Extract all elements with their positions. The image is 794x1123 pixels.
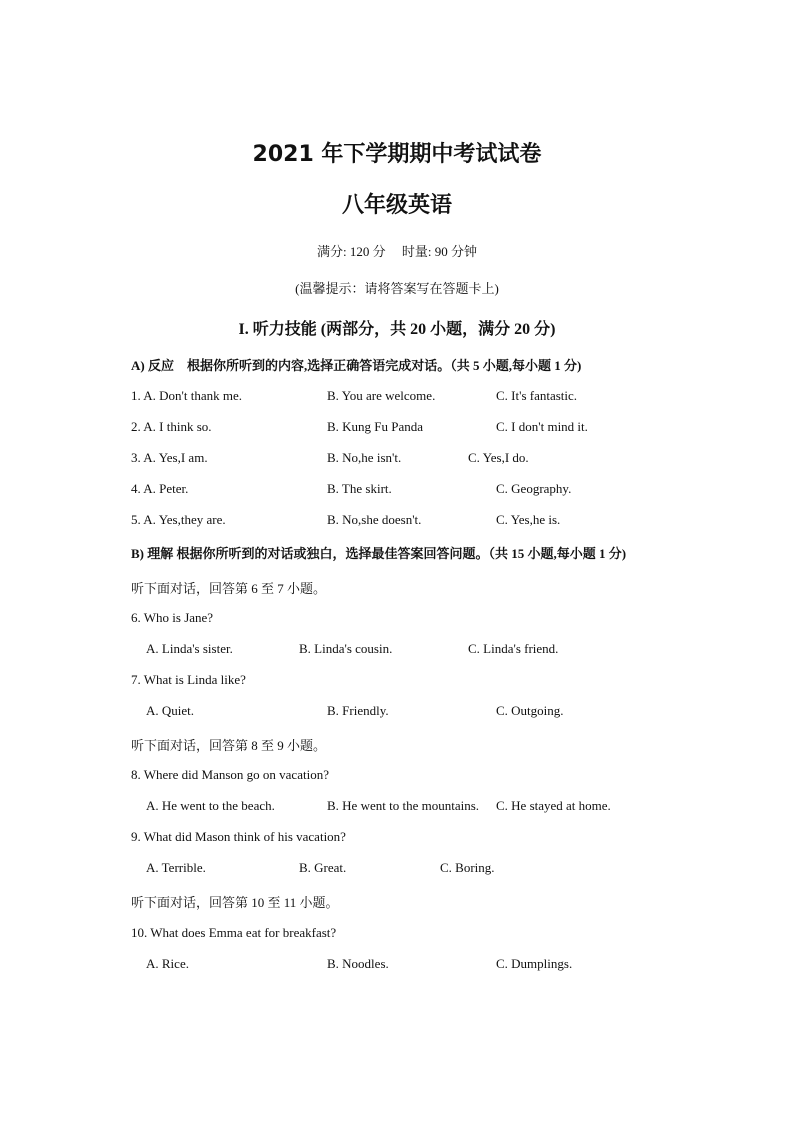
question-6-options <box>0 641 794 659</box>
option-b: B. Great. <box>299 860 347 875</box>
option-a: A. Rice. <box>146 956 189 971</box>
option-b: B. No,she doesn't. <box>327 512 422 527</box>
option-a: A. Quiet. <box>146 703 195 718</box>
option-b: B. The skirt. <box>327 481 392 496</box>
part-a-title: A) 反应 根据你所听到的内容,选择正确答语完成对话。（共 5 小题,每小题 1 分) <box>131 358 582 373</box>
question-7: 7. What is Linda like? <box>131 672 246 687</box>
option-b: B. No,he isn't. <box>327 450 402 465</box>
question-4-options <box>0 481 794 499</box>
question-2-options <box>0 419 794 437</box>
exam-title: 2021 年下学期期中考试试卷 <box>252 142 542 167</box>
question-5-options <box>0 512 794 530</box>
option-b: B. Noodles. <box>327 956 389 971</box>
option-c: C. It's fantastic. <box>496 388 578 403</box>
part-b-title: B) 理解 根据你所听到的对话或独白，选择最佳答案回答问题。（共 15 小题,每小题 1 分) <box>131 546 627 561</box>
option-c: C. Linda's friend. <box>468 641 559 656</box>
listening-instruction: 听下面对话，回答第 8 至 9 小题。 <box>131 738 327 753</box>
option-a: 2. A. I think so. <box>131 419 212 434</box>
question-7-options <box>0 703 794 721</box>
question-10: 10. What does Emma eat for breakfast? <box>131 925 337 940</box>
option-a: 5. A. Yes,they are. <box>131 512 226 527</box>
option-a: A. He went to the beach. <box>146 798 275 813</box>
option-c: C. Yes,he is. <box>496 512 561 527</box>
option-c: C. He stayed at home. <box>496 798 611 813</box>
exam-tip: (温馨提示：请将答案写在答题卡上) <box>295 281 499 296</box>
option-b: B. You are welcome. <box>327 388 436 403</box>
option-c: C. Geography. <box>496 481 572 496</box>
question-10-options <box>0 956 794 974</box>
question-6: 6. Who is Jane? <box>131 610 214 625</box>
question-1-options <box>0 388 794 406</box>
section-title: I. 听力技能 (两部分，共 20 小题，满分 20 分) <box>238 321 556 338</box>
option-c: C. Yes,I do. <box>468 450 529 465</box>
option-c: C. Outgoing. <box>496 703 564 718</box>
listening-instruction: 听下面对话，回答第 6 至 7 小题。 <box>131 581 327 596</box>
option-a: A. Linda's sister. <box>146 641 233 656</box>
option-a: A. Terrible. <box>146 860 206 875</box>
option-a: 4. A. Peter. <box>131 481 189 496</box>
question-3-options <box>0 450 794 468</box>
option-b: B. Kung Fu Panda <box>327 419 424 434</box>
option-c: C. I don't mind it. <box>496 419 588 434</box>
option-a: 1. A. Don't thank me. <box>131 388 243 403</box>
question-8: 8. Where did Manson go on vacation? <box>131 767 329 782</box>
option-a: 3. A. Yes,I am. <box>131 450 208 465</box>
option-c: C. Dumplings. <box>496 956 573 971</box>
exam-meta: 满分: 120 分 时量: 90 分钟 <box>317 244 477 259</box>
question-8-options <box>0 798 794 816</box>
question-9: 9. What did Mason think of his vacation? <box>131 829 346 844</box>
option-c: C. Boring. <box>440 860 495 875</box>
question-9-options <box>0 860 794 878</box>
option-b: B. He went to the mountains. <box>327 798 480 813</box>
exam-subtitle: 八年级英语 <box>341 193 452 218</box>
listening-instruction: 听下面对话，回答第 10 至 11 小题。 <box>131 895 339 910</box>
option-b: B. Linda's cousin. <box>299 641 393 656</box>
option-b: B. Friendly. <box>327 703 389 718</box>
